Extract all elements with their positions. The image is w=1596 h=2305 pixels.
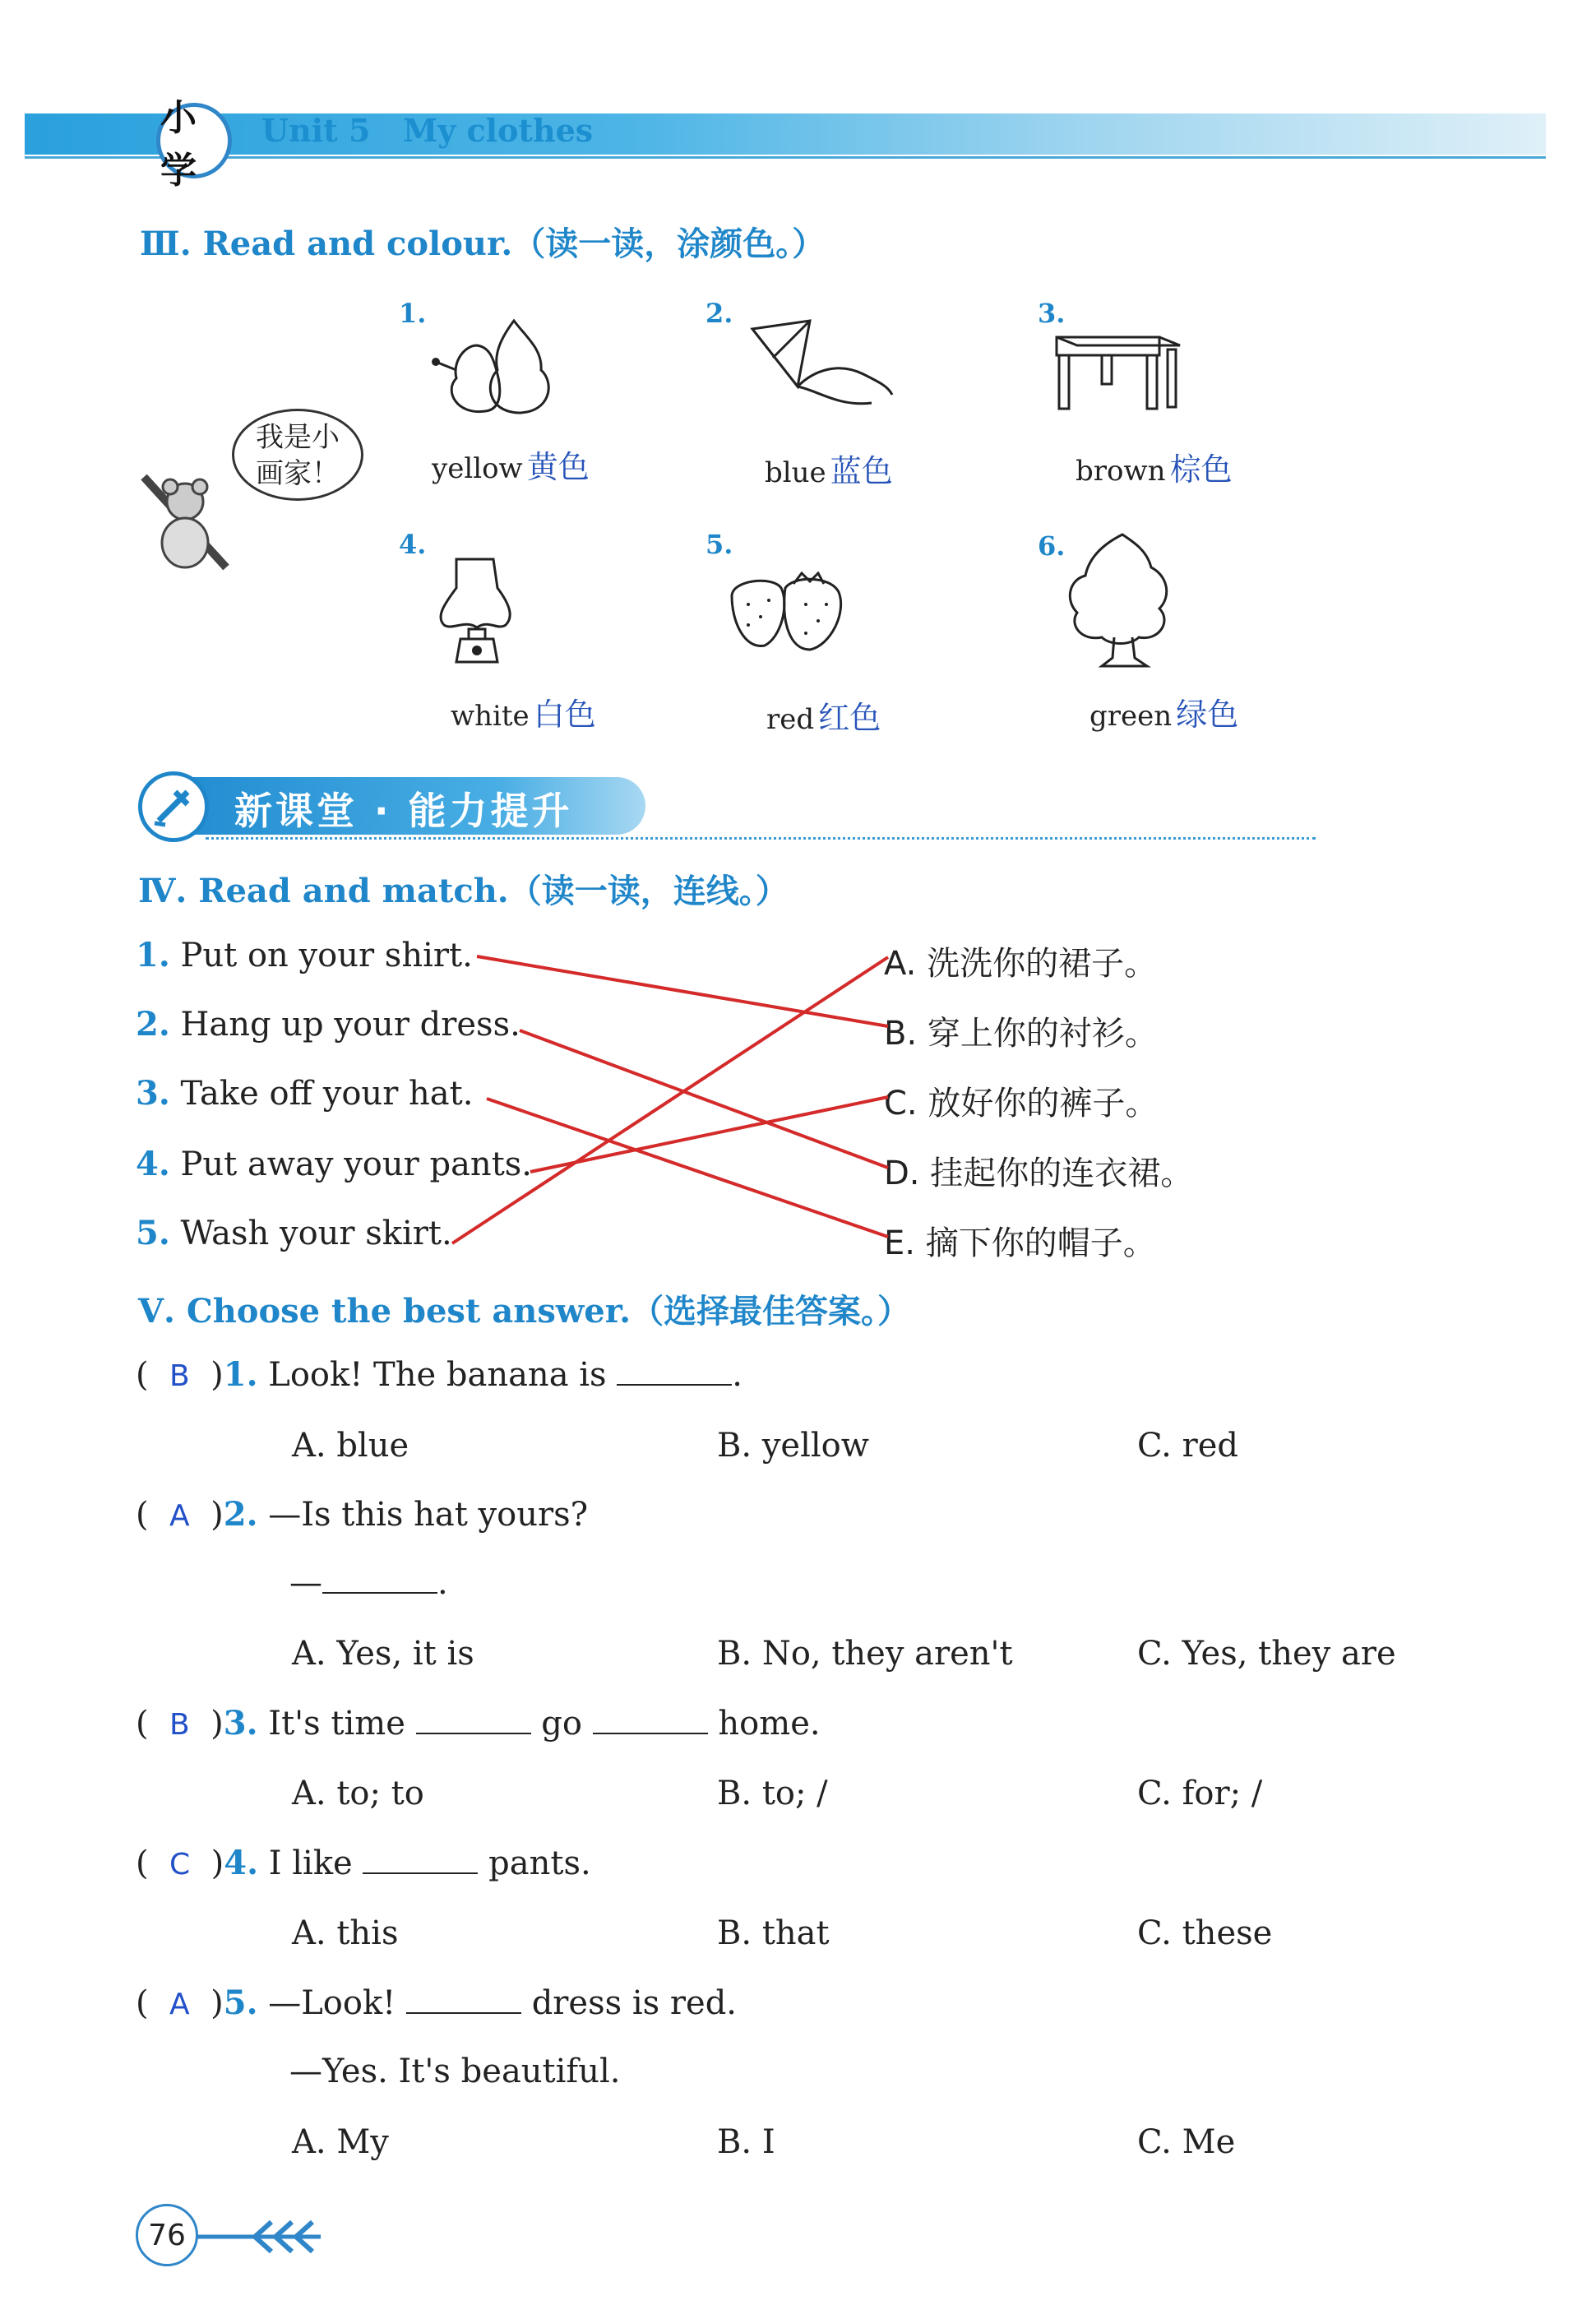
blank[interactable] <box>363 1844 478 1874</box>
q1-option-c[interactable]: C. red <box>1137 1427 1239 1465</box>
q4-option-c[interactable]: C. these <box>1137 1914 1273 1952</box>
section-4-title: Ⅳ. Read and match.（读一读，连线。） <box>138 872 789 910</box>
match-left-1[interactable]: 1. Put on your shirt. <box>136 936 473 974</box>
match-line-2-d <box>520 1030 888 1168</box>
question-2-reply: — . <box>289 1564 448 1602</box>
answer-1[interactable]: B <box>169 1359 190 1393</box>
color-item-5-label: red 红色 <box>766 700 881 736</box>
page-number: 76 <box>136 2204 198 2266</box>
q4-option-a[interactable]: A. this <box>292 1914 399 1952</box>
question-5-reply: —Yes. It's beautiful. <box>289 2053 621 2090</box>
color-item-2-label: blue 蓝色 <box>765 453 893 489</box>
match-right-c[interactable]: C. 放好你的裤子。 <box>884 1085 1159 1122</box>
answer-3[interactable]: B <box>169 1708 190 1742</box>
blank[interactable] <box>406 1984 521 2014</box>
q2-option-c[interactable]: C. Yes, they are <box>1137 1635 1396 1673</box>
color-item-6-label: green 绿色 <box>1089 697 1239 733</box>
color-item-1-num: 1. <box>399 298 427 329</box>
question-1: ( B )1. Look! The banana is . <box>136 1355 743 1394</box>
match-left-4[interactable]: 4. Put away your pants. <box>136 1145 533 1183</box>
answer-5[interactable]: A <box>169 1988 190 2021</box>
unit-label: Unit 5 <box>261 112 371 149</box>
match-left-2[interactable]: 2. Hang up your dress. <box>136 1005 520 1044</box>
color-item-3-num: 3. <box>1038 298 1066 329</box>
q5-option-c[interactable]: C. Me <box>1137 2123 1236 2161</box>
color-item-2-num: 2. <box>705 298 733 329</box>
blank[interactable] <box>416 1705 531 1734</box>
blank[interactable] <box>593 1705 708 1734</box>
q2-option-a[interactable]: A. Yes, it is <box>292 1635 474 1673</box>
speech-bubble: 我是小 画家！ <box>232 409 363 501</box>
q1-option-b[interactable]: B. yellow <box>717 1427 869 1465</box>
q5-option-b[interactable]: B. I <box>717 2123 775 2161</box>
match-right-b[interactable]: B. 穿上你的衬衫。 <box>884 1015 1158 1053</box>
color-item-5-num: 5. <box>705 529 733 560</box>
match-left-3[interactable]: 3. Take off your hat. <box>136 1074 474 1113</box>
q3-option-b[interactable]: B. to; / <box>717 1775 828 1812</box>
blank[interactable] <box>617 1356 732 1386</box>
arrow-decoration-icon <box>197 2219 329 2255</box>
color-item-6-num: 6. <box>1038 530 1066 562</box>
match-right-e[interactable]: E. 摘下你的帽子。 <box>884 1224 1156 1262</box>
match-line-5-a <box>452 957 888 1243</box>
match-right-a[interactable]: A. 洗洗你的裙子。 <box>884 945 1158 983</box>
q1-option-a[interactable]: A. blue <box>292 1427 409 1465</box>
q5-option-a[interactable]: A. My <box>292 2123 389 2161</box>
match-left-5[interactable]: 5. Wash your skirt. <box>136 1214 452 1252</box>
q3-option-a[interactable]: A. to; to <box>292 1775 424 1812</box>
color-item-3-label: brown 棕色 <box>1076 451 1233 488</box>
section-3-title: Ⅲ. Read and colour.（读一读，涂颜色。） <box>140 224 826 263</box>
unit-title: My clothes <box>403 112 594 149</box>
answer-4[interactable]: C <box>169 1848 191 1881</box>
q3-option-c[interactable]: C. for; / <box>1137 1775 1263 1812</box>
section-5-title: Ⅴ. Choose the best answer.（选择最佳答案。） <box>138 1292 911 1331</box>
question-5: ( A )5. —Look! dress is red. <box>136 1983 738 2022</box>
match-right-d[interactable]: D. 挂起你的连衣裙。 <box>884 1155 1194 1192</box>
question-4: ( C )4. I like pants. <box>136 1844 591 1882</box>
banner-title: 新课堂 · 能力提升 <box>234 789 573 833</box>
color-item-4-label: white 白色 <box>451 697 596 733</box>
match-line-4-c <box>530 1097 888 1172</box>
q4-option-b[interactable]: B. that <box>717 1914 830 1952</box>
question-3: ( B )3. It's time go home. <box>136 1704 821 1743</box>
question-2: ( A )2. —Is this hat yours? <box>136 1495 589 1534</box>
match-line-1-b <box>477 956 888 1026</box>
color-item-4-num: 4. <box>399 529 427 560</box>
logo-badge: 小学 <box>156 103 232 178</box>
color-item-1-label: yellow 黄色 <box>432 449 590 485</box>
q2-option-b[interactable]: B. No, they aren't <box>717 1635 1013 1673</box>
answer-2[interactable]: A <box>169 1499 190 1533</box>
blank[interactable] <box>322 1564 437 1594</box>
